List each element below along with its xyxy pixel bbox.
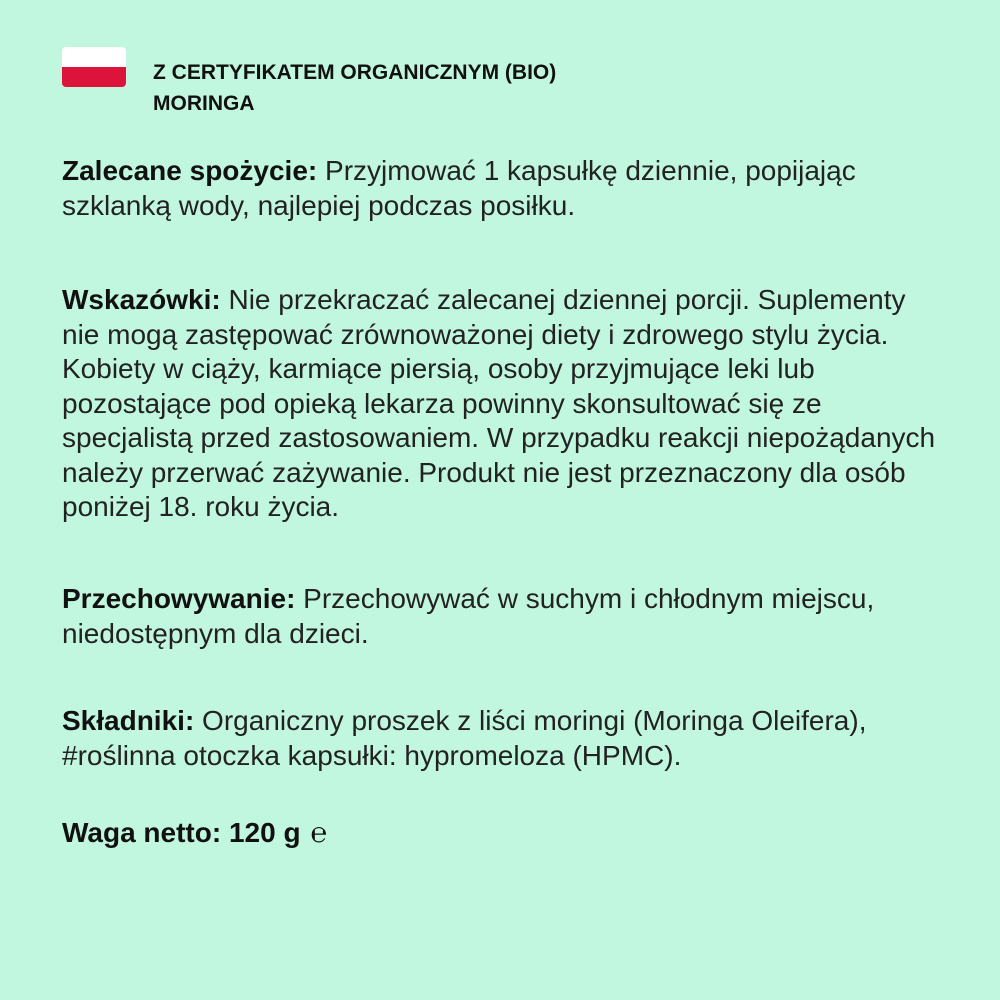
product-name: MORINGA (153, 92, 255, 115)
storage-label: Przechowywanie: (62, 583, 296, 614)
dosage-text: Przyjmować 1 kapsułkę dziennie, popijając szklanką wody, najlepiej podczas posiłku. (62, 155, 856, 221)
warnings-text: Nie przekraczać zalecanej dziennej porcji. Suplementy nie mogą zastępować zrównoważonej diety i zdrowego stylu życia. Kobiety w ciąży, karmiące piersią, osoby przyjmujące leki lub pozostające pod opieką lekarza powinny skonsultować się ze specjalistą przed zastosowaniem. W przypadku reakcji niepożądanych należy przerwać zażywanie. Produkt nie jest przeznaczony dla osób poniżej 18. roku życia. (62, 284, 936, 522)
ingredients-section (62, 704, 942, 773)
ingredients-text: Organiczny proszek z liści moringi (Moringa Oleifera), #roślinna otoczka kapsułki: hypromeloza (HPMC). (62, 705, 867, 771)
estimated-sign-icon: ℮ (310, 816, 328, 849)
storage-text: Przechowywać w suchym i chłodnym miejscu, niedostępnym dla dzieci. (62, 583, 875, 649)
product-header (153, 57, 556, 119)
storage-section (62, 582, 942, 651)
flag-white-stripe (62, 47, 126, 67)
dosage-label: Zalecane spożycie: (62, 155, 318, 186)
warnings-label: Wskazówki: (62, 284, 221, 315)
poland-flag-icon (62, 47, 126, 87)
flag-red-stripe (62, 67, 126, 87)
net-weight (62, 816, 327, 851)
net-weight-label: Waga netto: 120 g (62, 817, 301, 848)
certification-line: Z CERTYFIKATEM ORGANICZNYM (BIO) (153, 61, 557, 84)
ingredients-label: Składniki: (62, 705, 195, 736)
warnings-section (62, 283, 942, 525)
dosage-section (62, 154, 942, 223)
